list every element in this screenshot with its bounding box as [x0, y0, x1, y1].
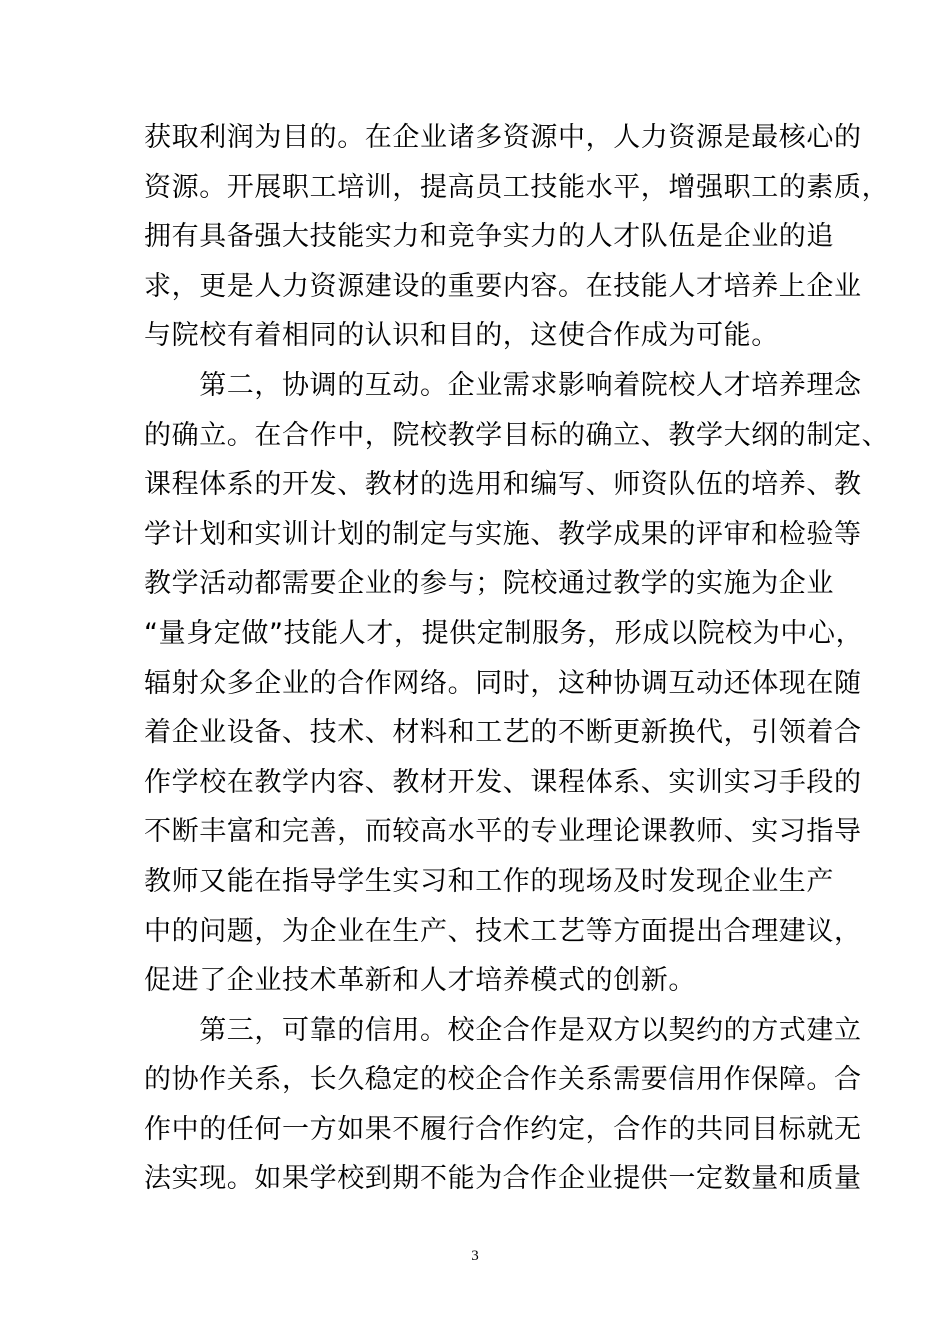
- text-line: 第二，协调的互动。企业需求影响着院校人才培养理念: [144, 369, 862, 401]
- text-line: 课程体系的开发、教材的选用和编写、师资队伍的培养、教: [144, 469, 862, 501]
- text-line: “量身定做”技能人才，提供定制服务，形成以院校为中心，: [144, 617, 864, 649]
- page-number: 3: [471, 1248, 479, 1264]
- text-line: 着企业设备、技术、材料和工艺的不断更新换代，引领着合: [144, 717, 862, 749]
- text-line: 作学校在教学内容、教材开发、课程体系、实训实习手段的: [144, 766, 862, 798]
- text-line: 不断丰富和完善，而较高水平的专业理论课教师、实习指导: [144, 816, 862, 848]
- text-line: 教师又能在指导学生实习和工作的现场及时发现企业生产: [144, 865, 834, 897]
- text-line: 的协作关系，长久稳定的校企合作关系需要信用作保障。合: [144, 1064, 862, 1096]
- text-line: 拥有具备强大技能实力和竞争实力的人才队伍是企业的追: [144, 221, 834, 253]
- text-line: 资源。开展职工培训，提高员工技能水平，增强职工的素质，: [144, 171, 890, 203]
- body-text: [144, 113, 890, 1204]
- text-line: 与院校有着相同的认识和目的，这使合作成为可能。: [144, 320, 779, 352]
- text-line: 学计划和实训计划的制定与实施、教学成果的评审和检验等: [144, 518, 862, 550]
- text-line: 获取利润为目的。在企业诸多资源中，人力资源是最核心的: [144, 122, 862, 153]
- text-line: 求，更是人力资源建设的重要内容。在技能人才培养上企业: [144, 270, 862, 302]
- text-line: 法实现。如果学校到期不能为合作企业提供一定数量和质量: [144, 1163, 862, 1195]
- text-line: 促进了企业技术革新和人才培养模式的创新。: [144, 965, 696, 997]
- text-line: 中的问题，为企业在生产、技术工艺等方面提出合理建议，: [144, 915, 862, 947]
- text-line: 作中的任何一方如果不履行合作约定，合作的共同目标就无: [144, 1113, 862, 1145]
- text-line: 辐射众多企业的合作网络。同时，这种协调互动还体现在随: [144, 667, 862, 699]
- text-line: 的确立。在合作中，院校教学目标的确立、教学大纲的制定、: [144, 419, 890, 451]
- text-line: 教学活动都需要企业的参与；院校通过教学的实施为企业: [144, 568, 834, 600]
- text-line: 第三，可靠的信用。校企合作是双方以契约的方式建立: [144, 1014, 862, 1046]
